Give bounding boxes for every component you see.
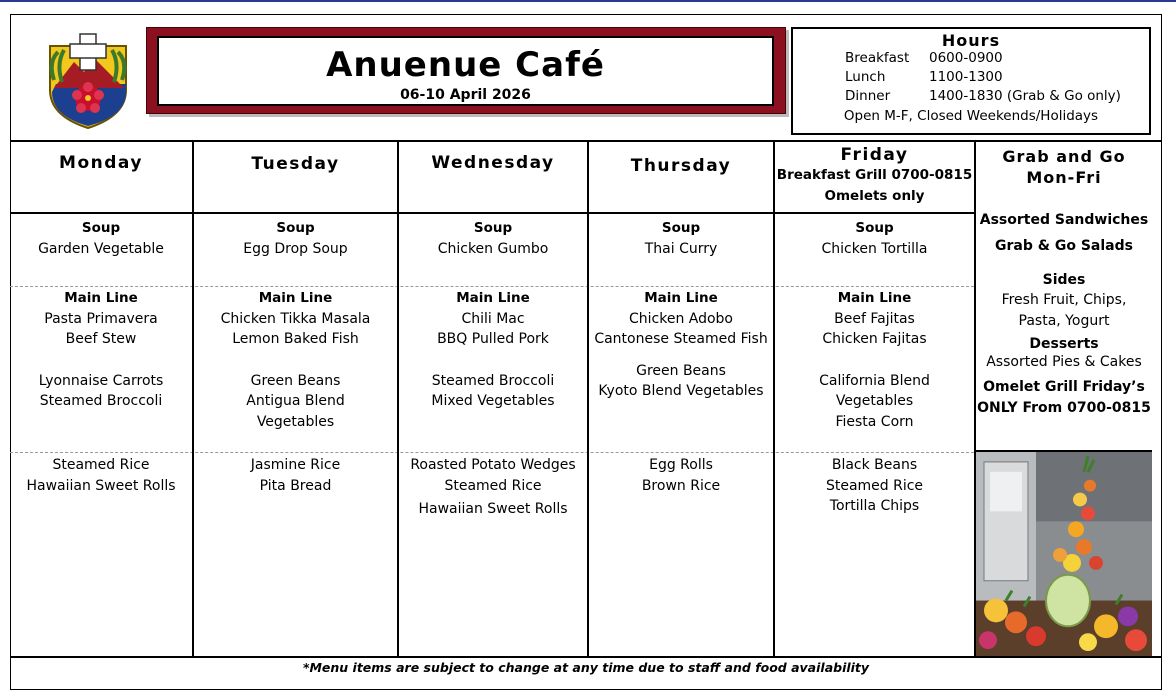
day-header bbox=[589, 142, 773, 214]
side-item: Egg Rolls bbox=[649, 457, 713, 473]
veg-item: Mixed Vegetables bbox=[431, 393, 555, 409]
friday-omelets-note: Omelets only bbox=[824, 188, 925, 204]
soup-label: Soup bbox=[661, 220, 701, 236]
soup-item: Chicken Gumbo bbox=[437, 240, 549, 257]
sides-label: Sides bbox=[1042, 272, 1086, 288]
side-item: Black Beans bbox=[831, 457, 918, 473]
side-item: Pita Bread bbox=[259, 477, 332, 494]
veg-item: Vegetables bbox=[835, 393, 914, 409]
side-item: Steamed Rice bbox=[825, 477, 924, 494]
sides-cell bbox=[775, 455, 974, 517]
friday-breakfast-grill: Breakfast Grill 0700-0815 bbox=[776, 167, 973, 183]
grab-and-go-item: Grab & Go Salads bbox=[995, 238, 1133, 254]
hours-label: Breakfast bbox=[845, 50, 910, 66]
desserts-label: Desserts bbox=[1029, 336, 1099, 352]
soup-cell bbox=[775, 218, 974, 259]
main-item: Pasta Primavera bbox=[44, 310, 158, 327]
soup-cell bbox=[10, 218, 192, 259]
hours-row-lunch bbox=[793, 69, 1149, 88]
grab-and-go-column bbox=[976, 142, 1152, 656]
omelet-grill-hours: ONLY From 0700-0815 bbox=[977, 400, 1151, 416]
hours-label: Dinner bbox=[845, 88, 891, 104]
side-item: Steamed Rice bbox=[444, 477, 542, 494]
day-column-monday bbox=[10, 142, 194, 658]
hours-row-breakfast bbox=[793, 50, 1149, 69]
day-name: Monday bbox=[59, 153, 143, 173]
grab-and-go-item: Assorted Sandwiches bbox=[979, 212, 1149, 228]
soup-label: Soup bbox=[81, 220, 121, 236]
main-line-cell bbox=[399, 288, 587, 412]
hours-row-dinner bbox=[793, 88, 1149, 107]
sides-line: Fresh Fruit, Chips, bbox=[1001, 292, 1127, 308]
soup-item: Egg Drop Soup bbox=[243, 240, 348, 257]
side-item: Brown Rice bbox=[641, 477, 721, 494]
day-header bbox=[194, 142, 397, 214]
menu-date-range: 06-10 April 2026 bbox=[400, 87, 531, 103]
hours-value: 1400-1830 (Grab & Go only) bbox=[929, 88, 1121, 104]
main-item: Chicken Adobo bbox=[628, 310, 733, 327]
main-line-cell bbox=[10, 288, 192, 412]
main-line-label: Main Line bbox=[644, 290, 718, 306]
title-frame bbox=[146, 27, 786, 114]
soup-item: Thai Curry bbox=[644, 240, 718, 257]
main-line-cell bbox=[589, 288, 773, 402]
side-item: Hawaiian Sweet Rolls bbox=[418, 501, 568, 517]
veg-item: Green Beans bbox=[636, 362, 726, 379]
cafe-title: Anuenue Café bbox=[326, 45, 605, 85]
day-column-friday bbox=[775, 142, 976, 658]
soup-label: Soup bbox=[473, 220, 513, 236]
soup-item: Garden Vegetable bbox=[38, 240, 164, 257]
sides-cell bbox=[589, 455, 773, 496]
grab-and-go-title: Grab and Go bbox=[1002, 147, 1126, 166]
day-header bbox=[775, 142, 974, 214]
main-item: Chili Mac bbox=[461, 310, 525, 327]
sides-cell bbox=[10, 455, 192, 496]
main-line-label: Main Line bbox=[456, 290, 530, 306]
main-line-label: Main Line bbox=[258, 290, 333, 306]
hours-title: Hours bbox=[941, 31, 1001, 50]
unit-crest-logo bbox=[44, 32, 132, 130]
day-name: Friday bbox=[840, 145, 909, 165]
veg-item: Steamed Broccoli bbox=[431, 372, 555, 389]
omelet-grill-note: Omelet Grill Friday’s bbox=[983, 379, 1145, 395]
day-column-tuesday bbox=[194, 142, 399, 658]
soup-label: Soup bbox=[855, 220, 894, 236]
veg-item: Antigua Blend bbox=[246, 393, 345, 409]
hours-value: 0600-0900 bbox=[929, 50, 1003, 66]
day-name: Thursday bbox=[630, 156, 732, 176]
side-item: Hawaiian Sweet Rolls bbox=[26, 477, 176, 494]
hours-value: 1100-1300 bbox=[929, 69, 1003, 85]
main-item: Cantonese Steamed Fish bbox=[594, 331, 768, 347]
soup-item: Chicken Tortilla bbox=[821, 240, 928, 257]
main-item: Lemon Baked Fish bbox=[232, 331, 359, 347]
main-line-label: Main Line bbox=[837, 290, 912, 306]
veg-item: Green Beans bbox=[250, 372, 341, 389]
veg-item: Fiesta Corn bbox=[835, 413, 914, 430]
main-item: Beef Stew bbox=[65, 331, 137, 347]
day-header bbox=[10, 142, 192, 214]
main-line-cell bbox=[775, 288, 974, 432]
day-name: Wednesday bbox=[431, 153, 555, 173]
sides-cell bbox=[194, 455, 397, 496]
soup-cell bbox=[589, 218, 773, 259]
hours-box bbox=[791, 27, 1151, 135]
veg-item: Steamed Broccoli bbox=[39, 393, 163, 409]
side-item: Roasted Potato Wedges bbox=[410, 457, 576, 473]
veg-item: Lyonnaise Carrots bbox=[38, 372, 164, 389]
main-item: BBQ Pulled Pork bbox=[437, 331, 549, 347]
side-item: Jasmine Rice bbox=[250, 457, 341, 473]
fruit-carving-photo bbox=[976, 450, 1152, 656]
side-item: Tortilla Chips bbox=[829, 498, 920, 514]
day-header bbox=[399, 142, 587, 214]
day-column-thursday bbox=[589, 142, 775, 658]
sides-cell bbox=[399, 455, 587, 520]
title-box bbox=[157, 36, 774, 106]
side-item: Steamed Rice bbox=[52, 457, 150, 473]
desserts-item: Assorted Pies & Cakes bbox=[986, 354, 1142, 370]
main-line-cell bbox=[194, 288, 397, 432]
veg-item: Vegetables bbox=[256, 413, 335, 430]
menu-disclaimer: *Menu items are subject to change at any time due to staff and food availability bbox=[10, 656, 1162, 690]
main-item: Beef Fajitas bbox=[834, 310, 915, 327]
main-line-label: Main Line bbox=[64, 290, 138, 306]
grab-and-go-days: Mon-Fri bbox=[1026, 168, 1102, 187]
veg-item: California Blend bbox=[819, 372, 930, 389]
hours-note: Open M-F, Closed Weekends/Holidays bbox=[843, 108, 1099, 124]
day-name: Tuesday bbox=[251, 154, 340, 174]
sides-line: Pasta, Yogurt bbox=[1018, 313, 1110, 329]
veg-item: Kyoto Blend Vegetables bbox=[598, 383, 764, 399]
hours-label: Lunch bbox=[845, 69, 886, 85]
main-item: Chicken Fajitas bbox=[822, 331, 927, 347]
day-column-wednesday bbox=[399, 142, 589, 658]
soup-label: Soup bbox=[276, 220, 315, 236]
soup-cell bbox=[194, 218, 397, 259]
main-item: Chicken Tikka Masala bbox=[220, 310, 371, 327]
soup-cell bbox=[399, 218, 587, 259]
